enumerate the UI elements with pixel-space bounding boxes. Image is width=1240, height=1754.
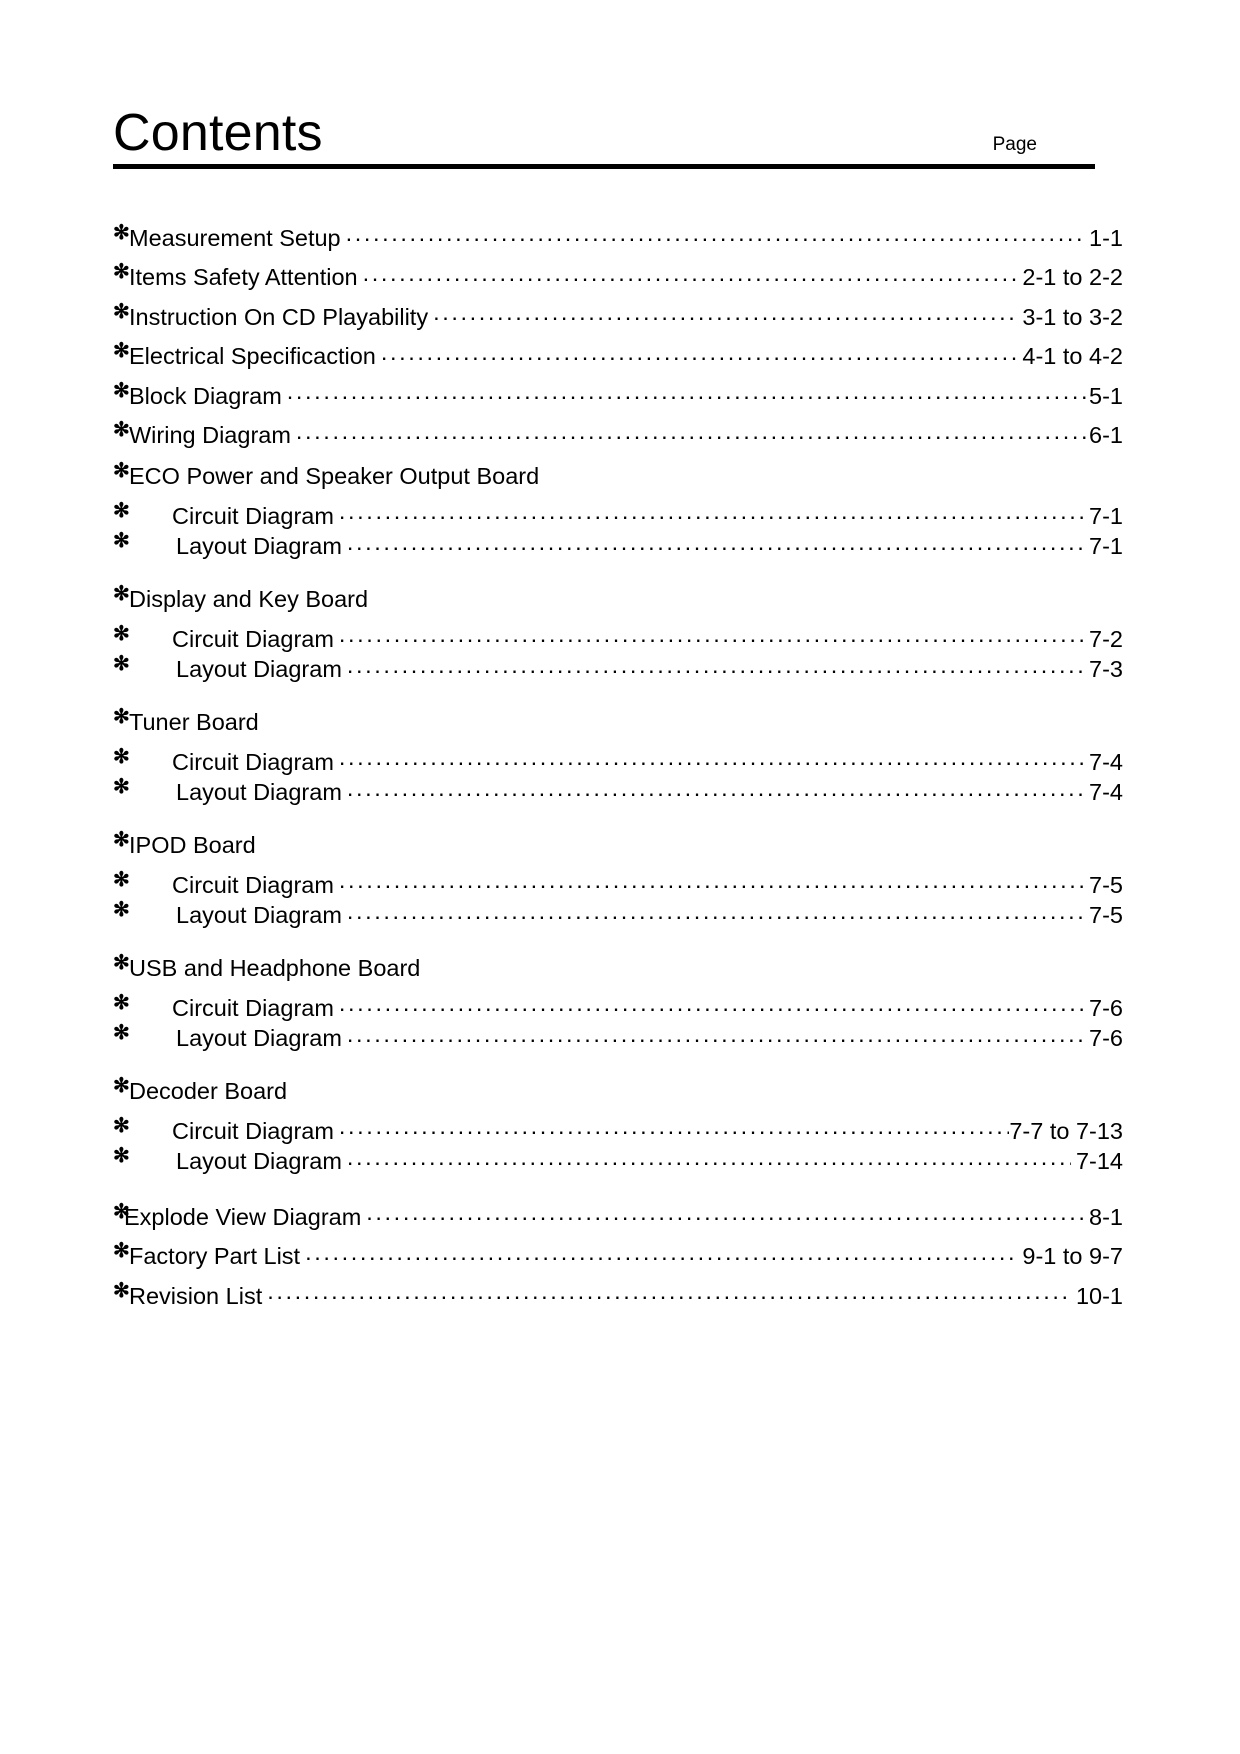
toc-page-number: 7-5 [1089, 871, 1123, 898]
asterisk-bullet-icon: ✻ [113, 829, 130, 851]
dot-leader [339, 1115, 1009, 1139]
asterisk-bullet-icon: ✻ [113, 1200, 130, 1223]
asterisk-bullet-icon: ✻ [113, 952, 130, 974]
toc-entry-label: Items Safety Attention [129, 264, 358, 290]
asterisk-bullet-icon: ✻ [113, 221, 130, 244]
toc-entry-label: ECO Power and Speaker Output Board [129, 463, 540, 489]
toc-page-number: 7-5 [1089, 902, 1123, 928]
dot-leader [339, 623, 1084, 647]
toc-group-heading[interactable] [113, 829, 1123, 859]
toc-sub-entry[interactable] [113, 654, 1123, 684]
toc-sub-entry[interactable] [113, 531, 1123, 561]
asterisk-bullet-icon: ✻ [113, 776, 130, 798]
toc-entry-label: Revision List [129, 1282, 263, 1309]
dot-leader [296, 420, 1089, 444]
toc-entry-label: Instruction On CD Playability [129, 303, 429, 330]
toc-page-number: 2-1 to 2-2 [1022, 264, 1123, 290]
asterisk-bullet-icon: ✻ [113, 899, 130, 921]
toc-page-number: 9-1 to 9-7 [1022, 1243, 1123, 1269]
toc-sub-entry[interactable] [113, 746, 1123, 776]
dot-leader [339, 500, 1084, 524]
page-header [113, 96, 1093, 169]
toc-group-heading[interactable] [113, 952, 1123, 982]
toc-entry-label: Measurement Setup [129, 224, 341, 251]
toc-page-number: 7-4 [1089, 748, 1123, 775]
dot-leader [346, 222, 1084, 246]
toc-page-number: 6-1 [1089, 422, 1123, 448]
toc-entry-label: IPOD Board [129, 832, 256, 858]
toc-page-number: 4-1 to 4-2 [1022, 343, 1123, 369]
dot-leader [339, 869, 1084, 893]
toc-entry-label: Circuit Diagram [172, 871, 334, 898]
asterisk-bullet-icon: ✻ [113, 340, 130, 362]
toc-entry-label: Layout Diagram [176, 533, 342, 559]
toc-entry[interactable] [113, 301, 1123, 331]
asterisk-bullet-icon: ✻ [113, 868, 130, 891]
page-column-label: Page [992, 134, 1037, 155]
dot-leader [363, 262, 1018, 286]
asterisk-bullet-icon: ✻ [113, 379, 130, 402]
toc-page-number: 7-4 [1089, 779, 1123, 805]
toc-sub-entry[interactable] [113, 623, 1123, 653]
toc-sub-entry[interactable] [113, 900, 1123, 930]
dot-leader [305, 1241, 1017, 1265]
asterisk-bullet-icon: ✻ [113, 583, 130, 605]
dot-leader [366, 1201, 1084, 1225]
toc-entry-label: Layout Diagram [176, 1025, 342, 1051]
asterisk-bullet-icon: ✻ [113, 1022, 130, 1044]
toc-sub-entry[interactable] [113, 1115, 1123, 1145]
toc-entry-label: Tuner Board [129, 709, 259, 735]
toc-entry-label: Layout Diagram [176, 902, 342, 928]
toc-page-number: 8-1 [1089, 1203, 1123, 1230]
toc-group-heading[interactable] [113, 1075, 1123, 1105]
asterisk-bullet-icon: ✻ [113, 1145, 130, 1167]
asterisk-bullet-icon: ✻ [113, 1075, 130, 1097]
dot-leader [267, 1280, 1071, 1304]
toc-entry-label: Factory Part List [129, 1243, 301, 1269]
toc-entry-label: Wiring Diagram [129, 422, 291, 448]
asterisk-bullet-icon: ✻ [113, 419, 130, 441]
toc-sub-entry[interactable] [113, 869, 1123, 899]
dot-leader [347, 900, 1084, 924]
asterisk-bullet-icon: ✻ [113, 1279, 130, 1302]
toc-page-number: 7-6 [1089, 994, 1123, 1021]
dot-leader [347, 531, 1084, 555]
toc-entry-label: Circuit Diagram [172, 1117, 334, 1144]
toc-entry-label: Circuit Diagram [172, 994, 334, 1021]
toc-entry[interactable] [113, 262, 1123, 292]
toc-sub-entry[interactable] [113, 500, 1123, 530]
toc-entry-label: Circuit Diagram [172, 748, 334, 775]
toc-entry-label: Layout Diagram [176, 779, 342, 805]
toc-entry-label: USB and Headphone Board [129, 955, 421, 981]
dot-leader [347, 654, 1084, 678]
dot-leader [433, 301, 1017, 325]
toc-page-number: 7-1 [1089, 502, 1123, 529]
toc-sub-entry[interactable] [113, 1023, 1123, 1053]
header-divider [113, 164, 1095, 169]
toc-entry-label: Circuit Diagram [172, 502, 334, 529]
toc-entry[interactable] [113, 341, 1123, 371]
toc-entry-label: Layout Diagram [176, 656, 342, 682]
dot-leader [347, 1146, 1071, 1170]
header-row [113, 96, 1093, 162]
toc-entry-label: Electrical Specificaction [129, 343, 376, 369]
toc-sub-entry[interactable] [113, 777, 1123, 807]
toc-entry-label: Display and Key Board [129, 586, 369, 612]
toc-entry-label: Layout Diagram [176, 1148, 342, 1174]
toc-entry[interactable] [113, 380, 1123, 410]
toc-entry-label: Block Diagram [129, 382, 282, 409]
asterisk-bullet-icon: ✻ [113, 460, 130, 482]
toc-page-number: 3-1 to 3-2 [1022, 303, 1123, 330]
asterisk-bullet-icon: ✻ [113, 622, 130, 645]
asterisk-bullet-icon: ✻ [113, 706, 130, 728]
toc-page-number: 5-1 [1089, 382, 1123, 409]
toc-entry[interactable] [113, 1201, 1123, 1231]
toc-group-heading[interactable] [113, 706, 1123, 736]
toc-group-heading[interactable] [113, 460, 1123, 490]
toc-page-number: 7-3 [1089, 656, 1123, 682]
dot-leader [339, 746, 1084, 770]
toc-entry[interactable] [113, 420, 1123, 450]
dot-leader [287, 380, 1089, 404]
toc-group-heading[interactable] [113, 583, 1123, 613]
toc-page-number: 7-1 [1089, 533, 1123, 559]
dot-leader [339, 992, 1084, 1016]
toc-page-number: 7-2 [1089, 625, 1123, 652]
toc-entry[interactable] [113, 1241, 1123, 1271]
toc-page-number: 7-7 to 7-13 [1009, 1117, 1123, 1144]
asterisk-bullet-icon: ✻ [113, 1114, 130, 1137]
toc-entry[interactable] [113, 222, 1123, 252]
page-title: Contents [113, 104, 323, 162]
toc-entry-label: Explode View Diagram [124, 1203, 362, 1230]
asterisk-bullet-icon: ✻ [113, 499, 130, 522]
toc-page-number: 10-1 [1075, 1282, 1123, 1309]
asterisk-bullet-icon: ✻ [113, 261, 130, 283]
toc-entry-label: Circuit Diagram [172, 625, 334, 652]
toc-entry[interactable] [113, 1280, 1123, 1310]
asterisk-bullet-icon: ✻ [113, 745, 130, 768]
table-of-contents [113, 222, 1123, 1310]
asterisk-bullet-icon: ✻ [113, 530, 130, 552]
asterisk-bullet-icon: ✻ [113, 300, 130, 323]
toc-page-number: 7-6 [1089, 1025, 1123, 1051]
dot-leader [347, 777, 1084, 801]
asterisk-bullet-icon: ✻ [113, 653, 130, 675]
toc-entry-label: Decoder Board [129, 1078, 288, 1104]
dot-leader [381, 341, 1018, 365]
asterisk-bullet-icon: ✻ [113, 991, 130, 1014]
dot-leader [347, 1023, 1084, 1047]
toc-page-number: 1-1 [1089, 224, 1123, 251]
toc-sub-entry[interactable] [113, 1146, 1123, 1176]
toc-page-number: 7-14 [1075, 1148, 1123, 1174]
toc-sub-entry[interactable] [113, 992, 1123, 1022]
asterisk-bullet-icon: ✻ [113, 1240, 130, 1262]
